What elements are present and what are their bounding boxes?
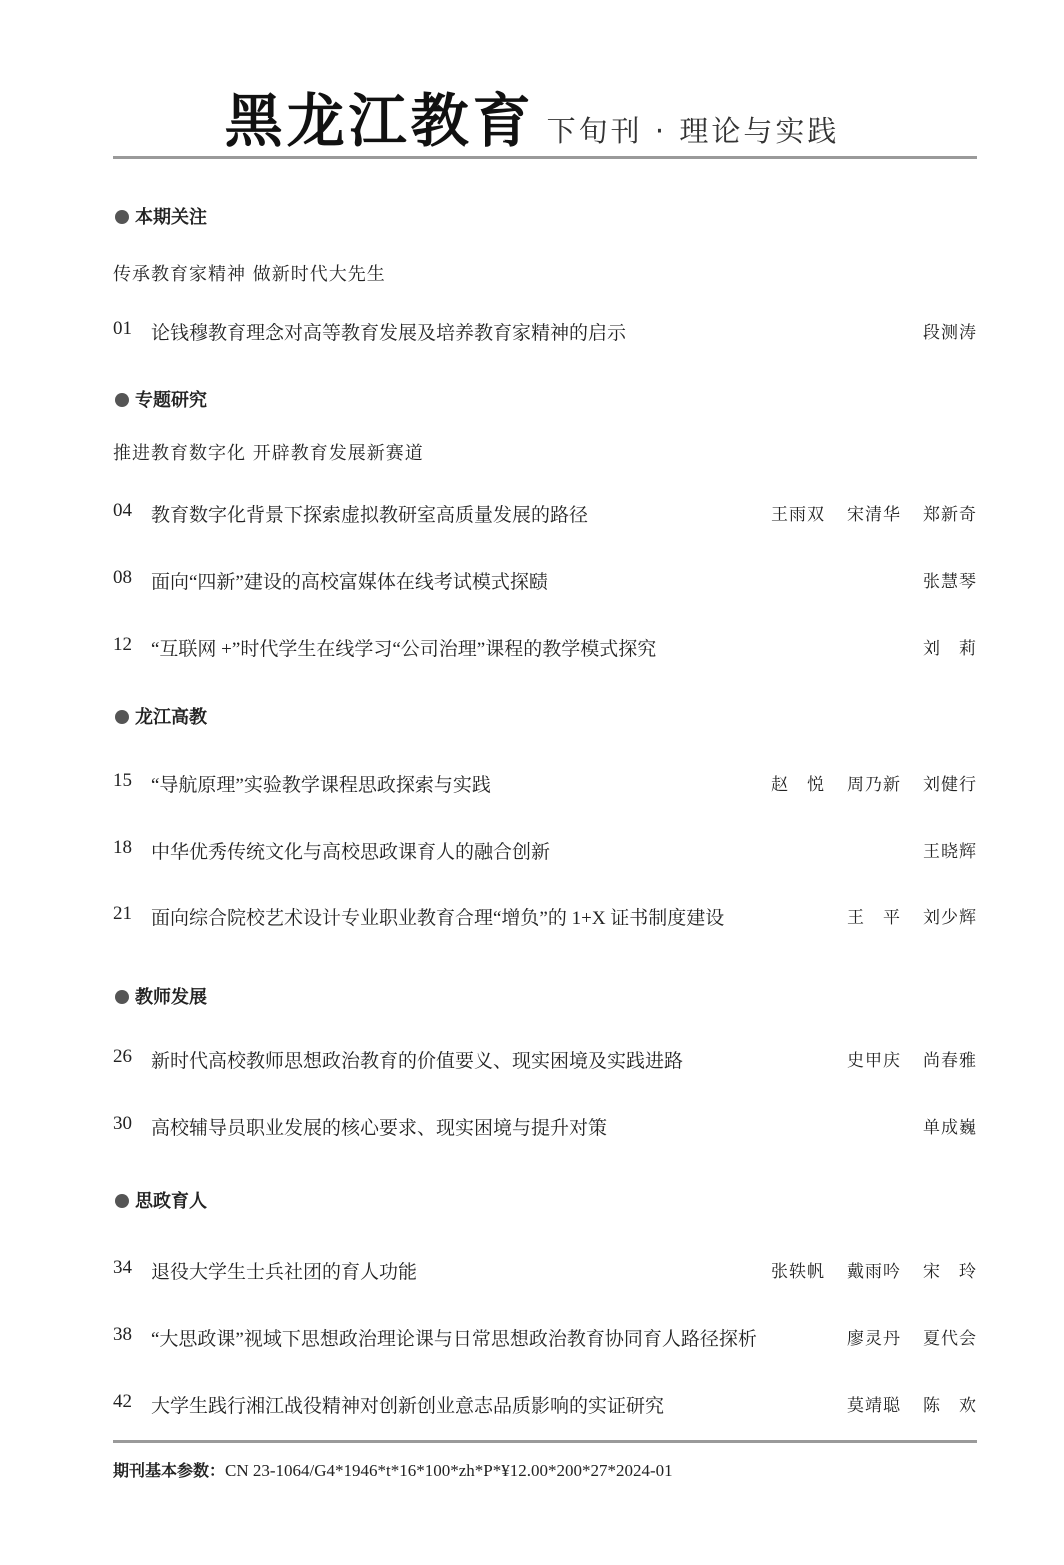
page-number: 30	[113, 1113, 132, 1134]
author: 莫靖聪	[847, 1396, 901, 1416]
toc-entry[interactable]	[113, 1391, 977, 1421]
article-authors	[901, 318, 977, 343]
article-authors	[825, 1046, 977, 1071]
author: 廖灵丹	[847, 1329, 901, 1349]
bullet-dot-icon	[115, 210, 129, 224]
author: 刘 莉	[923, 639, 977, 659]
toc-entry[interactable]	[113, 837, 977, 867]
article-title: “互联网 +”时代学生在线学习“公司治理”课程的教学模式探究	[151, 639, 657, 660]
author: 刘健行	[923, 775, 977, 795]
author: 王 平	[847, 908, 901, 928]
author: 宋 玲	[923, 1262, 977, 1282]
article-title: “大思政课”视域下思想政治理论课与日常思想政治教育协同育人路径探析	[151, 1329, 757, 1350]
page-number: 04	[113, 500, 132, 521]
page-number: 18	[113, 837, 132, 858]
article-authors	[749, 770, 977, 795]
toc-entry[interactable]	[113, 318, 977, 348]
toc-entry[interactable]	[113, 500, 977, 530]
author: 郑新奇	[923, 505, 977, 525]
article-title: 论钱穆教育理念对高等教育发展及培养教育家精神的启示	[151, 323, 627, 344]
page-number: 12	[113, 634, 132, 655]
bullet-dot-icon	[115, 990, 129, 1004]
author: 王晓辉	[923, 842, 977, 862]
article-title: 中华优秀传统文化与高校思政课育人的融合创新	[151, 842, 551, 863]
toc-entry[interactable]	[113, 1324, 977, 1354]
article-title: 新时代高校教师思想政治教育的价值要义、现实困境及实践进路	[151, 1051, 684, 1072]
page-number: 26	[113, 1046, 132, 1067]
article-title: 退役大学生士兵社团的育人功能	[151, 1262, 418, 1283]
article-title: 教育数字化背景下探索虚拟教研室高质量发展的路径	[151, 505, 589, 526]
toc-entry[interactable]	[113, 567, 977, 597]
toc-entry[interactable]	[113, 770, 977, 800]
author: 史甲庆	[847, 1051, 901, 1071]
article-title: “导航原理”实验教学课程思政探索与实践	[151, 775, 491, 796]
page-number: 34	[113, 1257, 132, 1278]
article-authors	[749, 1257, 977, 1282]
section-theme: 传承教育家精神 做新时代大先生	[113, 264, 386, 285]
bottom-divider	[113, 1440, 977, 1443]
bullet-dot-icon	[115, 393, 129, 407]
author: 夏代会	[923, 1329, 977, 1349]
page-number: 01	[113, 318, 132, 339]
article-authors	[901, 837, 977, 862]
article-authors	[749, 500, 977, 525]
section-heading: 专题研究	[115, 386, 207, 412]
author: 宋清华	[847, 505, 901, 525]
bullet-dot-icon	[115, 710, 129, 724]
author: 张慧琴	[923, 572, 977, 592]
toc-entry[interactable]	[113, 1113, 977, 1143]
section-heading: 教师发展	[115, 983, 207, 1009]
page-number: 42	[113, 1391, 132, 1412]
article-title: 高校辅导员职业发展的核心要求、现实困境与提升对策	[151, 1118, 608, 1139]
journal-title: 黑龙江教育	[224, 87, 535, 155]
section-heading: 龙江高教	[115, 703, 207, 729]
author: 刘少辉	[923, 908, 977, 928]
section-heading: 思政育人	[115, 1187, 207, 1213]
page-number: 15	[113, 770, 132, 791]
parameters-value: CN 23-1064/G4*1946*t*16*100*zh*P*¥12.00*200*27*2024-01	[225, 1461, 673, 1480]
journal-subtitle: 下旬刊 · 理论与实践	[546, 114, 840, 148]
article-authors	[825, 903, 977, 928]
bullet-dot-icon	[115, 1194, 129, 1208]
toc-entry[interactable]	[113, 1257, 977, 1287]
author: 赵 悦	[771, 775, 825, 795]
article-title: 面向综合院校艺术设计专业职业教育合理“增负”的 1+X 证书制度建设	[151, 908, 725, 929]
parameters-label: 期刊基本参数：	[113, 1461, 226, 1480]
page-number: 21	[113, 903, 132, 924]
page-number: 08	[113, 567, 132, 588]
masthead	[0, 74, 1064, 154]
author: 陈 欢	[923, 1396, 977, 1416]
article-title: 大学生践行湘江战役精神对创新创业意志品质影响的实证研究	[151, 1396, 665, 1417]
author: 段测涛	[923, 323, 977, 343]
journal-parameters	[113, 1458, 673, 1481]
article-authors	[901, 567, 977, 592]
article-authors	[901, 634, 977, 659]
section-heading: 本期关注	[115, 203, 207, 229]
author: 戴雨吟	[847, 1262, 901, 1282]
toc-entry[interactable]	[113, 1046, 977, 1076]
page-number: 38	[113, 1324, 132, 1345]
article-authors	[901, 1113, 977, 1138]
author: 周乃新	[847, 775, 901, 795]
author: 单成巍	[923, 1118, 977, 1138]
author: 张轶帆	[771, 1262, 825, 1282]
article-authors	[825, 1391, 977, 1416]
toc-entry[interactable]	[113, 634, 977, 664]
author: 尚春雅	[923, 1051, 977, 1071]
top-divider	[113, 156, 977, 159]
toc-entry[interactable]	[113, 903, 977, 933]
section-theme: 推进教育数字化 开辟教育发展新赛道	[113, 443, 424, 464]
article-authors	[825, 1324, 977, 1349]
article-title: 面向“四新”建设的高校富媒体在线考试模式探赜	[151, 572, 548, 593]
author: 王雨双	[771, 505, 825, 525]
